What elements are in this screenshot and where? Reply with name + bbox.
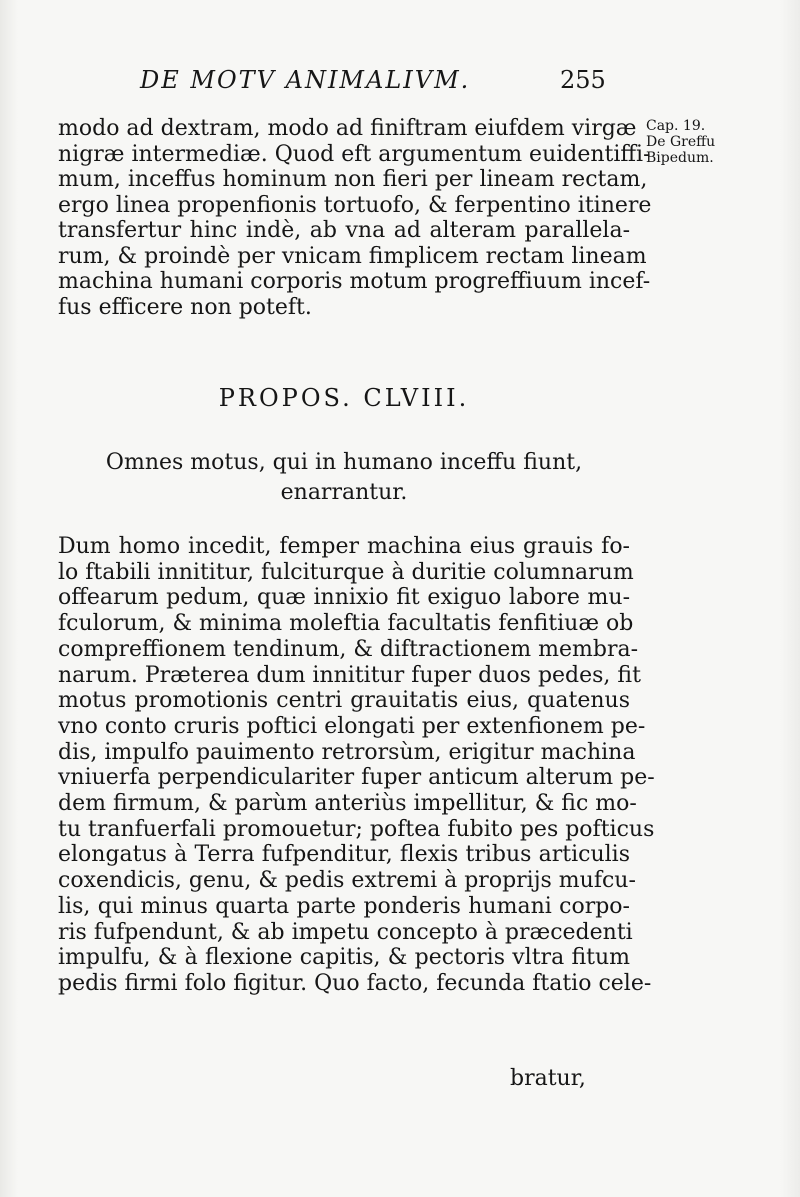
proposition-title-line: Omnes motus, qui in humano inceffu fiunt,: [105, 450, 583, 475]
text-line: rum, & proindè per vnicam fimplicem rectam lineam: [58, 243, 647, 269]
proposition-title-line: enarrantur.: [280, 480, 408, 505]
text-line: vno conto cruris poftici elongati per extenfionem pe-: [58, 713, 646, 739]
text-line: lo ftabili innititur, fulciturque à duritie columnarum: [58, 559, 634, 585]
text-line: fus efficere non poteft.: [58, 294, 312, 320]
margin-note: [646, 118, 746, 166]
body-paragraph: [58, 534, 655, 997]
intro-paragraph: [58, 116, 652, 320]
page-number: 255: [560, 66, 606, 94]
text-line: nigræ intermediæ. Quod eft argumentum euidentiffi-: [58, 141, 651, 167]
text-line: pedis firmi folo figitur. Quo facto, fecunda ftatio cele-: [58, 970, 652, 996]
text-line: Dum homo incedit, femper machina eius grauis fo-: [58, 534, 630, 559]
text-line: tu tranfuerfali promouetur; poftea fubito pes pofticus: [58, 816, 655, 842]
text-line: modo ad dextram, modo ad finiftram eiufdem virgæ: [58, 116, 637, 141]
text-line: transfertur hinc indè, ab vna ad alteram parallela-: [58, 218, 630, 243]
running-header: [140, 66, 606, 94]
text-line: ris fufpendunt, & ab impetu concepto à præcedenti: [58, 919, 633, 945]
margin-note-line: De Greffu: [646, 134, 716, 150]
text-line: fculorum, & minima moleftia facultatis fenfitiuæ ob: [58, 611, 634, 637]
catchword: bratur,: [510, 1066, 586, 1091]
text-line: compreffionem tendinum, & diftractionem membra-: [58, 636, 639, 662]
text-line: dem firmum, & parùm anteriùs impellitur, & fic mo-: [58, 791, 637, 817]
running-title: DE MOTV ANIMALIVM.: [140, 66, 471, 94]
text-line: impulfu, & à flexione capitis, & pectoris vltra fitum: [58, 945, 630, 971]
margin-note-line: Cap. 19.: [646, 118, 706, 134]
text-line: motus promotionis centri grauitatis eius, quatenus: [58, 688, 630, 714]
text-line: coxendicis, genu, & pedis extremi à proprijs mufcu-: [58, 868, 636, 894]
text-line: lis, qui minus quarta parte ponderis humani corpo-: [58, 893, 630, 919]
text-line: offearum pedum, quæ innixio fit exiguo labore mu-: [58, 585, 630, 611]
text-line: ergo linea propenfionis tortuofo, & ferpentino itinere: [58, 192, 652, 218]
text-line: mum, inceffus hominum non fieri per lineam rectam,: [58, 167, 648, 192]
proposition-heading: PROPOS. CLVIII.: [218, 384, 470, 412]
text-line: elongatus à Terra fufpenditur, flexis tribus articulis: [58, 842, 630, 868]
margin-note-line: Bipedum.: [646, 150, 714, 166]
text-line: machina humani corporis motum progreffiuum incef-: [58, 269, 651, 294]
text-line: dis, impulfo pauimento retrorsùm, erigitur machina: [58, 739, 636, 765]
text-line: vniuerfa perpendiculariter fuper anticum alterum pe-: [58, 765, 655, 791]
text-line: narum. Præterea dum innititur fuper duos pedes, fit: [58, 662, 641, 688]
